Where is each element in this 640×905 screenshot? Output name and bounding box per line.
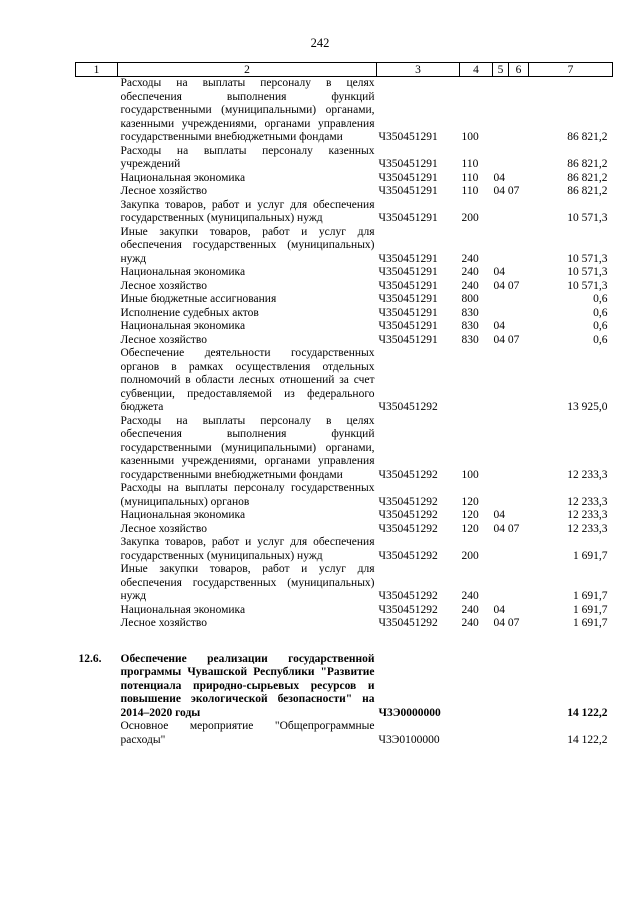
header-col-3: 3 <box>377 63 460 77</box>
row-number <box>76 509 118 523</box>
row-section: 04 07 <box>493 522 520 535</box>
program-empty <box>460 653 529 721</box>
table-row <box>76 199 613 226</box>
row-number <box>76 720 118 747</box>
table-row <box>76 226 613 267</box>
row-vr: 240 <box>461 603 479 616</box>
row-amount: 86 821,2 <box>567 185 608 197</box>
row-number <box>76 415 118 483</box>
row-number <box>76 172 118 186</box>
row-vr: 240 <box>461 252 479 265</box>
row-name: Лесное хозяйство <box>120 185 208 197</box>
row-name: Закупка товаров, работ и услуг для обеспечения государственных (муниципальных) нужд <box>120 198 375 224</box>
row-code: Ч350451291 <box>378 266 438 278</box>
spacer-row <box>76 631 613 653</box>
row-section <box>493 77 529 145</box>
row-vr: 120 <box>461 495 479 508</box>
row-section <box>493 199 529 226</box>
row-amount: 10 571,3 <box>567 266 608 278</box>
row-number <box>76 347 118 415</box>
budget-table <box>75 62 613 747</box>
program-amount: 14 122,2 <box>567 706 608 719</box>
row-amount: 0,6 <box>593 293 608 305</box>
row-amount: 12 233,3 <box>567 495 608 508</box>
row-vr: 200 <box>461 212 479 224</box>
row-code: Ч350451292 <box>378 509 438 521</box>
row-vr: 110 <box>461 185 479 197</box>
row-number <box>76 617 118 631</box>
row-code: Ч350451291 <box>378 320 438 332</box>
row-vr: 830 <box>461 333 479 346</box>
row-name: Национальная экономика <box>120 509 246 521</box>
row-code: Ч350451292 <box>378 617 438 629</box>
row-amount: 1 691,7 <box>573 590 608 602</box>
header-col-4: 4 <box>460 63 493 77</box>
row-amount: 1 691,7 <box>573 617 608 629</box>
row-vr: 240 <box>461 617 479 629</box>
table-row <box>76 720 613 747</box>
row-code: Ч350451291 <box>378 306 438 319</box>
row-code: Ч350451292 <box>378 522 438 535</box>
row-name: Расходы на выплаты персоналу государственных (муниципальных) органов <box>120 482 375 508</box>
row-code: Ч350451292 <box>378 549 438 562</box>
row-number <box>76 307 118 321</box>
row-name: Расходы на выплаты персоналу в целях обеспечения выполнения функций государственными (муниципальными) органами, казенными учреждениями, органами управления государственными внебюджетными фондами <box>120 77 375 143</box>
table-row <box>76 604 613 618</box>
row-section <box>493 293 529 307</box>
row-number <box>76 320 118 334</box>
page-number: 242 <box>310 36 330 50</box>
row-vr: 830 <box>461 306 479 319</box>
row-vr: 100 <box>461 131 479 143</box>
row-number <box>76 293 118 307</box>
program-code: Ч3Э0000000 <box>378 706 441 719</box>
table-row <box>76 320 613 334</box>
row-code: Ч3Э0100000 <box>378 733 440 746</box>
header-col-7: 7 <box>529 63 613 77</box>
row-amount: 10 571,3 <box>567 252 608 265</box>
row-amount: 0,6 <box>593 333 608 346</box>
row-section <box>493 145 529 172</box>
row-code: Ч350451291 <box>378 212 438 224</box>
row-code: Ч350451291 <box>378 293 438 305</box>
row-vr: 100 <box>461 468 479 481</box>
table-row <box>76 172 613 186</box>
row-name: Иные закупки товаров, работ и услуг для обеспечения государственных (муниципальных) нужд <box>120 563 375 602</box>
row-section <box>493 563 529 604</box>
table-row <box>76 77 613 145</box>
table-row <box>76 617 613 631</box>
row-name: Расходы на выплаты персоналу казенных учреждений <box>120 144 375 170</box>
header-col-2: 2 <box>118 63 377 77</box>
row-section <box>493 226 529 267</box>
row-name: Лесное хозяйство <box>120 333 208 346</box>
row-number <box>76 145 118 172</box>
row-vr: 240 <box>461 590 479 602</box>
row-code: Ч350451291 <box>378 171 438 184</box>
row-vr: 120 <box>461 509 479 521</box>
table-row <box>76 563 613 604</box>
row-amount: 86 821,2 <box>567 131 608 143</box>
row-code: Ч350451292 <box>378 468 438 481</box>
row-number <box>76 604 118 618</box>
row-amount: 14 122,2 <box>567 733 608 746</box>
row-code: Ч350451291 <box>378 131 438 143</box>
table-row <box>76 266 613 280</box>
table-row <box>76 185 613 199</box>
row-name: Лесное хозяйство <box>120 279 208 292</box>
row-amount: 12 233,3 <box>567 522 608 535</box>
table-row <box>76 347 613 415</box>
row-code: Ч350451291 <box>378 158 438 170</box>
row-amount: 1 691,7 <box>573 549 608 562</box>
row-name: Национальная экономика <box>120 266 246 278</box>
row-number <box>76 77 118 145</box>
row-number <box>76 226 118 267</box>
row-section: 04 07 <box>493 279 520 292</box>
program-row <box>76 653 613 721</box>
row-name: Обеспечение деятельности государственных органов в рамках осуществления отдельных полномочий в области лесных отношений за счет субвенции, предоставляемой из федерального бюджета <box>120 347 375 413</box>
row-section <box>493 347 529 415</box>
table-row <box>76 145 613 172</box>
table-row <box>76 482 613 509</box>
header-col-1: 1 <box>76 63 118 77</box>
row-name: Расходы на выплаты персоналу в целях обеспечения выполнения функций государственными (муниципальными) органами, казенными учреждениями, органами управления государственными внебюджетными фондами <box>120 414 375 481</box>
table-row <box>76 523 613 537</box>
row-code: Ч350451292 <box>378 495 438 508</box>
row-code: Ч350451291 <box>378 279 438 292</box>
row-section: 04 07 <box>493 185 520 197</box>
row-number <box>76 536 118 563</box>
row-number <box>76 199 118 226</box>
row-name: Национальная экономика <box>120 603 246 616</box>
row-code: Ч350451292 <box>378 401 438 413</box>
table-row <box>76 293 613 307</box>
row-name: Закупка товаров, работ и услуг для обеспечения государственных (муниципальных) нужд <box>120 536 375 562</box>
row-vr: 240 <box>461 279 479 292</box>
row-vr: 110 <box>461 171 479 184</box>
row-name: Иные бюджетные ассигнования <box>120 293 277 305</box>
row-amount: 86 821,2 <box>567 158 608 170</box>
row-number <box>76 334 118 348</box>
row-section <box>493 536 529 563</box>
row-amount: 0,6 <box>593 306 608 319</box>
table-row <box>76 334 613 348</box>
row-code: Ч350451292 <box>378 590 438 602</box>
row-name: Лесное хозяйство <box>120 617 208 629</box>
row-section: 04 <box>493 509 505 521</box>
row-amount: 10 571,3 <box>567 212 608 224</box>
table-body <box>76 77 613 748</box>
row-code: Ч350451291 <box>378 252 438 265</box>
row-name: Национальная экономика <box>120 171 246 184</box>
row-vr <box>460 347 493 415</box>
row-number <box>76 280 118 294</box>
table-row <box>76 415 613 483</box>
row-vr: 800 <box>461 293 479 305</box>
row-vr: 110 <box>461 158 479 170</box>
row-vr: 830 <box>461 320 479 332</box>
row-number <box>76 563 118 604</box>
header-col-5: 5 <box>493 63 509 77</box>
row-amount: 0,6 <box>593 320 608 332</box>
header-col-6: 6 <box>509 63 529 77</box>
row-section: 04 <box>493 603 505 616</box>
row-amount: 86 821,2 <box>567 171 608 184</box>
row-section: 04 07 <box>493 617 520 629</box>
row-name: Иные закупки товаров, работ и услуг для обеспечения государственных (муниципальных) нужд <box>120 225 375 265</box>
table-row <box>76 307 613 321</box>
row-amount: 12 233,3 <box>567 509 608 521</box>
row-section: 04 <box>493 266 505 278</box>
row-amount: 12 233,3 <box>567 468 608 481</box>
table-row <box>76 536 613 563</box>
row-code: Ч350451292 <box>378 603 438 616</box>
row-vr: 240 <box>461 266 479 278</box>
table-header-row <box>76 63 613 77</box>
row-name: Лесное хозяйство <box>120 522 208 535</box>
row-number <box>76 185 118 199</box>
row-code: Ч350451291 <box>378 333 438 346</box>
row-name: Основное мероприятие "Общепрограммные расходы" <box>120 720 375 746</box>
row-name: Национальная экономика <box>120 320 246 332</box>
row-amount: 1 691,7 <box>573 603 608 616</box>
row-code: Ч350451291 <box>378 185 438 197</box>
row-section <box>493 415 529 483</box>
row-number <box>76 482 118 509</box>
row-number <box>76 266 118 280</box>
row-section <box>493 307 529 321</box>
row-amount: 10 571,3 <box>567 279 608 292</box>
row-empty <box>460 720 529 747</box>
row-section: 04 <box>493 320 505 332</box>
spacer-cell <box>76 631 529 653</box>
row-section: 04 <box>493 171 505 184</box>
row-vr: 200 <box>461 549 479 562</box>
row-vr: 120 <box>461 522 479 535</box>
program-number: 12.6. <box>78 652 102 665</box>
row-name: Исполнение судебных актов <box>120 306 259 319</box>
table-row <box>76 280 613 294</box>
row-amount: 13 925,0 <box>567 401 608 413</box>
program-name: Обеспечение реализации государственной программы Чувашской Республики "Развитие потенциала природно-сырьевых ресурсов и повышение экологической безопасности" на 2014–2020 годы <box>120 652 375 719</box>
row-section: 04 07 <box>493 333 520 346</box>
table-row <box>76 509 613 523</box>
row-number <box>76 523 118 537</box>
row-section <box>493 482 529 509</box>
